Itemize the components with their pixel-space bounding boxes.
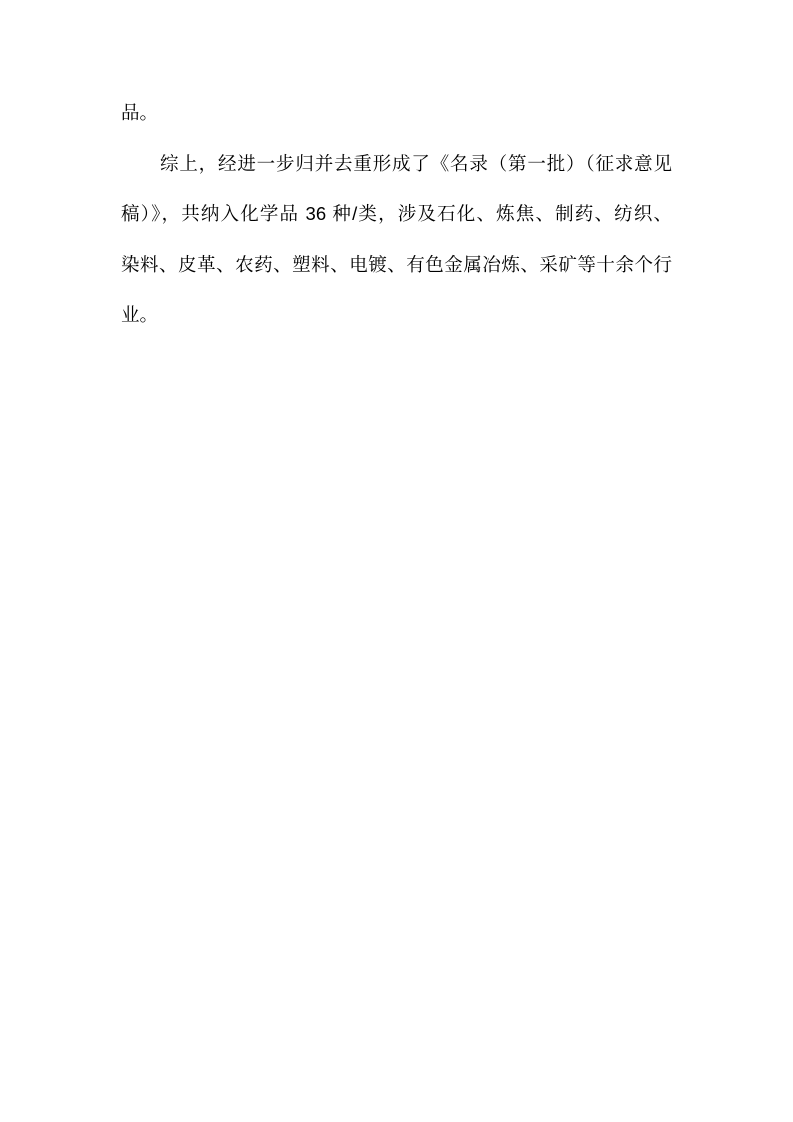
paragraph-line-4: 业。 [121, 304, 159, 326]
paragraph-line-3: 染料、皮革、农药、塑料、电镀、有色金属冶炼、采矿等十余个行 [121, 253, 672, 275]
paragraph-line-1: 综上，经进一步归并去重形成了《名录（第一批）（征求意见 [160, 152, 672, 174]
paragraph-end-line: 品。 [121, 102, 159, 123]
document-text-block [121, 88, 672, 341]
paragraph-line-2: 稿）》，共纳入化学品 36 种/类，涉及石化、炼焦、制药、纺织、 [121, 203, 672, 225]
